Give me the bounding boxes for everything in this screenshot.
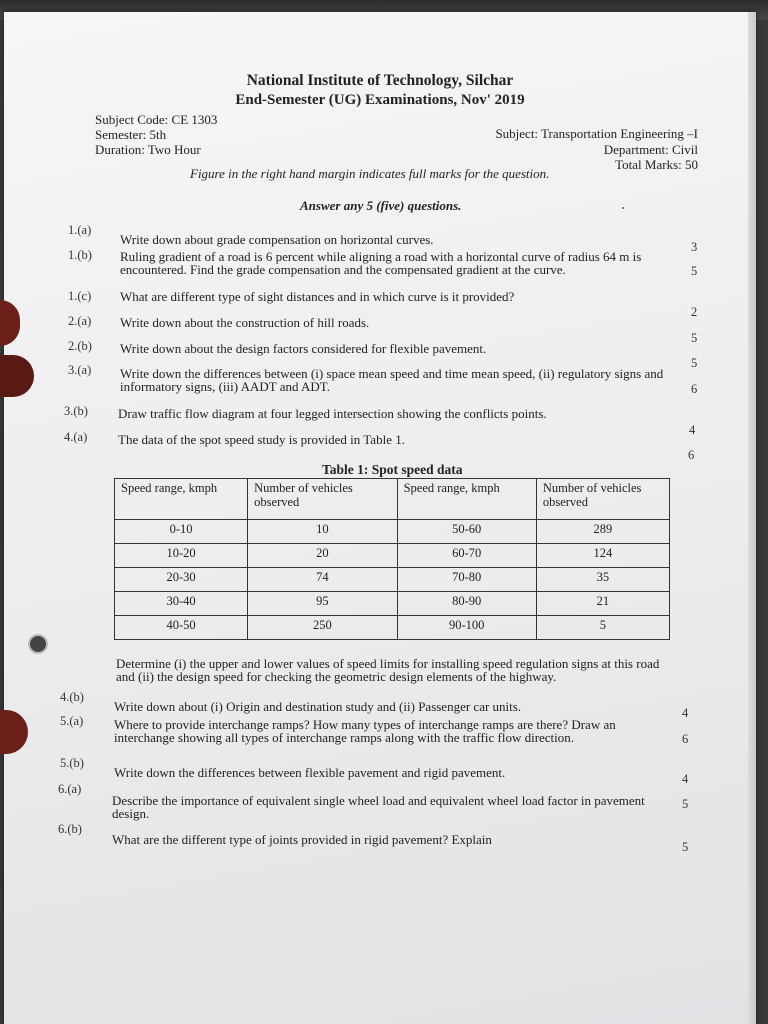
question-number: 5.(a) (60, 714, 84, 728)
question-marks: 3 (691, 240, 698, 254)
table-row (115, 616, 670, 640)
question-marks: 4 (689, 423, 696, 437)
question-number: 5.(b) (60, 756, 84, 770)
spot-speed-table (114, 478, 670, 640)
speck (622, 207, 624, 209)
question-marks: 4 (682, 772, 689, 786)
question-text: Ruling gradient of a road is 6 percent while aligning a road with a horizontal curve of radius 64 m is encountered. Find the grade compensation and the compensated gradient at the curve. (120, 249, 642, 277)
semester: Semester: 5th (95, 127, 167, 142)
question-marks: 4 (682, 706, 689, 720)
table-header-cell: Speed range, kmph (115, 479, 248, 520)
question-marks: 6 (691, 382, 698, 396)
question-text: Describe the importance of equivalent single wheel load and equivalent wheel load factor in pavement design. (112, 793, 645, 821)
subject-code: Subject Code: CE 1303 (95, 112, 218, 127)
table-cell: 289 (536, 520, 669, 544)
table-row (115, 544, 670, 568)
table-cell: 70-80 (397, 568, 536, 592)
question-marks: 5 (682, 797, 689, 811)
table-cell: 0-10 (115, 520, 248, 544)
department: Department: Civil (603, 142, 698, 157)
question-number: 1.(b) (68, 248, 92, 262)
question-text: What are different type of sight distances and in which curve is it provided? (120, 289, 515, 304)
question-marks: 6 (688, 448, 695, 462)
table-cell: 30-40 (115, 592, 248, 616)
question-number: 2.(b) (68, 339, 92, 353)
question-text: Draw traffic flow diagram at four legged intersection showing the conflicts points. (118, 406, 547, 421)
question-marks: 2 (691, 305, 698, 319)
question-text: Write down the differences between (i) space mean speed and time mean speed, (ii) regulatory signs and informatory signs, (iii) AADT and ADT. (120, 366, 664, 394)
table-cell: 95 (248, 592, 397, 616)
table-row (115, 568, 670, 592)
duration: Duration: Two Hour (95, 142, 201, 157)
question-text: Where to provide interchange ramps? How many types of interchange ramps are there? Draw an interchange showing all types of interchange ramps along with the traffic flow direction. (114, 717, 616, 745)
table-cell: 80-90 (397, 592, 536, 616)
question-marks: 5 (691, 331, 698, 345)
table-row (115, 592, 670, 616)
question-number: 2.(a) (68, 314, 92, 328)
question-number: 3.(b) (64, 404, 88, 418)
question-text: Write down about the construction of hill roads. (120, 315, 370, 330)
table-cell: 10-20 (115, 544, 248, 568)
question-marks: 6 (682, 732, 689, 746)
question-number: 4.(a) (64, 430, 88, 444)
institute-title: National Institute of Technology, Silchar (246, 72, 514, 89)
question-number: 1.(a) (68, 223, 92, 237)
table-cell: 40-50 (115, 616, 248, 640)
table-cell: 124 (536, 544, 669, 568)
question-4a-followup: Determine (i) the upper and lower values of speed limits for installing speed regulation signs at this road and (ii) the design speed for checking the geometric design elements of the highway. (116, 656, 660, 684)
question-number: 1.(c) (68, 289, 92, 303)
table-cell: 90-100 (397, 616, 536, 640)
page-edge (748, 12, 756, 1024)
table-cell: 250 (248, 616, 397, 640)
table-header-cell: Number of vehicles observed (248, 479, 397, 520)
table-cell: 20 (248, 544, 397, 568)
table-cell: 10 (248, 520, 397, 544)
question-text: Write down about grade compensation on horizontal curves. (120, 232, 434, 247)
table-header-cell: Number of vehicles observed (536, 479, 669, 520)
question-number: 3.(a) (68, 363, 92, 377)
total-marks: Total Marks: 50 (615, 157, 698, 172)
table-caption: Table 1: Spot speed data (322, 462, 463, 477)
question-marks: 5 (691, 356, 698, 370)
question-text: Write down about the design factors considered for flexible pavement. (120, 341, 487, 356)
table-header-row (115, 479, 670, 520)
question-text: Write down about (i) Origin and destination study and (ii) Passenger car units. (114, 699, 522, 714)
marks-note: Figure in the right hand margin indicates full marks for the question. (190, 166, 550, 181)
punch-hole (28, 634, 48, 654)
question-number: 4.(b) (60, 690, 84, 704)
question-marks: 5 (682, 840, 689, 854)
question-text: Write down the differences between flexible pavement and rigid pavement. (114, 765, 506, 780)
question-marks: 5 (691, 264, 698, 278)
table-cell: 74 (248, 568, 397, 592)
table-cell: 60-70 (397, 544, 536, 568)
exam-title: End-Semester (UG) Examinations, Nov' 2019 (235, 92, 525, 108)
table-cell: 5 (536, 616, 669, 640)
question-text: What are the different type of joints provided in rigid pavement? Explain (112, 832, 492, 847)
table-cell: 21 (536, 592, 669, 616)
table-row (115, 520, 670, 544)
question-text: The data of the spot speed study is provided in Table 1. (118, 432, 405, 447)
table-cell: 50-60 (397, 520, 536, 544)
table-cell: 35 (536, 568, 669, 592)
table-header-cell: Speed range, kmph (397, 479, 536, 520)
question-number: 6.(a) (58, 782, 82, 796)
table-cell: 20-30 (115, 568, 248, 592)
subject: Subject: Transportation Engineering –I (495, 126, 698, 141)
instruction: Answer any 5 (five) questions. (300, 198, 462, 213)
question-number: 6.(b) (58, 822, 82, 836)
